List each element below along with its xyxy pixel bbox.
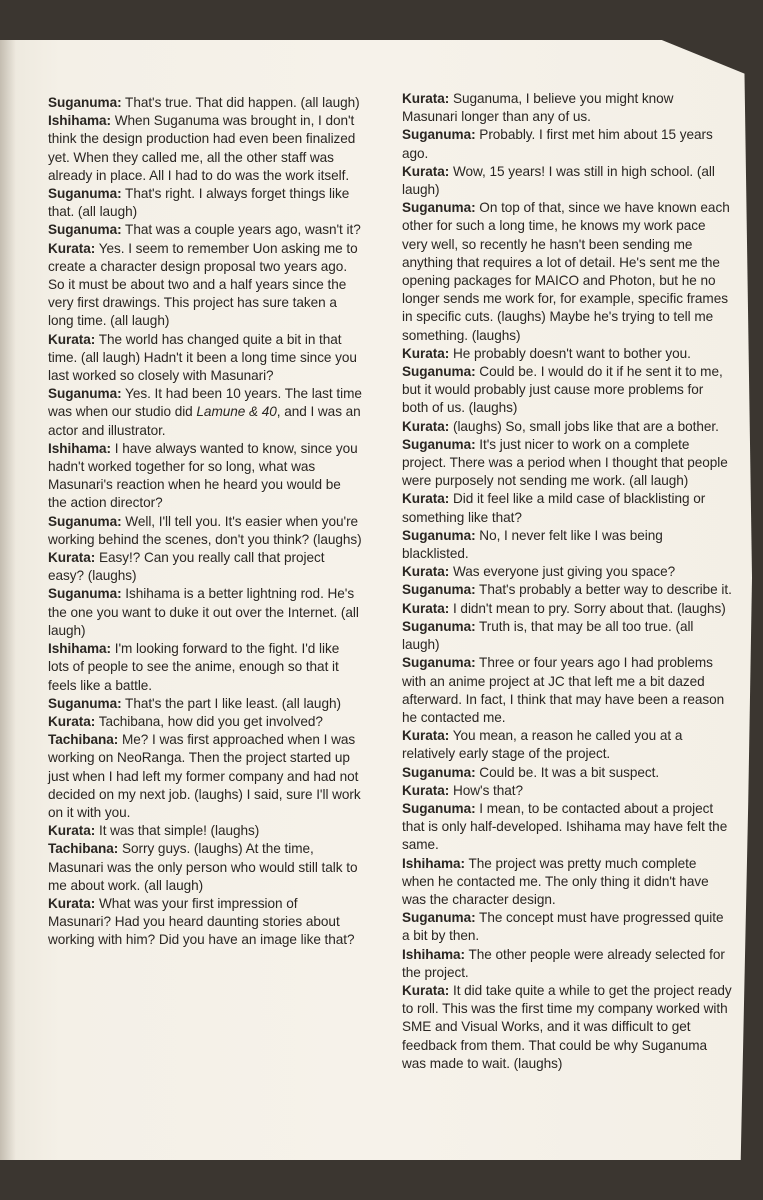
dialogue-text: Sorry guys. (laughs) At the time, Masunari was the only person who would still talk to me about work. (all laugh) (48, 841, 358, 893)
speaker-name: Kurata: (48, 240, 96, 256)
dialogue-turn (48, 549, 362, 585)
dialogue-turn (48, 585, 362, 640)
dialogue-text: Yes. I seem to remember Uon asking me to create a character design proposal two years ago. So it must be about two and a half years since the very first drawings. This project has sure taken a long time. (all laugh) (48, 240, 358, 329)
speaker-name: Kurata: (402, 564, 450, 580)
dialogue-text: The project was pretty much complete when he contacted me. The only thing it didn't have was the character design. (402, 855, 709, 907)
dialogue-turn (48, 895, 362, 950)
speaker-name: Suganuma: (48, 186, 122, 202)
dialogue-text: When Suganuma was brought in, I don't think the design production had even been finalized yet. When they called me, all the other staff was already in place. All I had to do was the work itself. (48, 113, 356, 183)
dialogue-turn (402, 363, 732, 418)
dialogue-turn (402, 126, 732, 162)
dialogue-turn (402, 982, 732, 1073)
dialogue-text: (laughs) So, small jobs like that are a bother. (449, 418, 719, 434)
dialogue-text: That's probably a better way to describe it. (475, 582, 732, 598)
right-column (402, 90, 732, 1073)
dialogue-text: That was a couple years ago, wasn't it? (121, 222, 361, 238)
dialogue-text: Yes. It had been 10 years. The last time was when our studio did (48, 386, 362, 420)
dialogue-turn (402, 800, 732, 855)
dialogue-text: Did it feel like a mild case of blacklisting or something like that? (402, 491, 706, 525)
speaker-name: Ishihama: (48, 440, 112, 456)
dialogue-turn (402, 855, 732, 910)
dialogue-turn (402, 600, 732, 618)
dialogue-turn (402, 490, 732, 526)
dialogue-text: That's right. I always forget things like that. (all laugh) (48, 186, 350, 220)
dialogue-turn (48, 385, 362, 440)
dialogue-text: Me? I was first approached when I was working on NeoRanga. Then the project started up just when I had left my former company and had not decided on my next job. (laughs) I said, sure I'll work on it with you. (48, 732, 361, 820)
dialogue-text: It did take quite a while to get the project ready to roll. This was the first time my company worked with SME and Visual Works, and it was difficult to get feedback from them. That could be why Suganuma was made to wait. (laughs) (402, 982, 732, 1071)
speaker-name: Suganuma: (402, 618, 476, 634)
dialogue-text: I have always wanted to know, since you hadn't worked together for so long, what was Masunari's reaction when he heard you would be the action director? (48, 440, 358, 511)
dialogue-turn (48, 513, 362, 549)
speaker-name: Kurata: (48, 823, 96, 839)
dialogue-text: What was your first impression of Masunari? Had you heard daunting stories about working with him? Did you have an image like that? (48, 895, 355, 948)
speaker-name: Suganuma: (402, 436, 476, 452)
speaker-name: Kurata: (48, 550, 96, 566)
dialogue-turn (48, 822, 362, 840)
speaker-name: Suganuma: (402, 764, 476, 780)
binding-shadow (0, 40, 16, 1160)
speaker-name: Kurata: (402, 982, 450, 998)
dialogue-turn (48, 240, 362, 331)
dialogue-turn (48, 112, 362, 185)
speaker-name: Kurata: (48, 713, 96, 729)
dialogue-turn (48, 185, 362, 221)
dialogue-turn (402, 418, 732, 436)
dialogue-text: No, I never felt like I was being blacklisted. (402, 527, 663, 562)
speaker-name: Suganuma: (48, 695, 122, 711)
speaker-name: Suganuma: (402, 910, 476, 926)
speaker-name: Suganuma: (402, 127, 476, 143)
dialogue-text: That's the part I like least. (all laugh) (121, 695, 341, 711)
dialogue-turn (48, 640, 362, 695)
dialogue-text: He probably doesn't want to bother you. (449, 345, 691, 361)
dialogue-text: Suganuma, I believe you might know Masunari longer than any of us. (402, 91, 674, 125)
dialogue-turn (402, 163, 732, 199)
dialogue-text: That's true. That did happen. (all laugh) (121, 95, 360, 110)
work-title: Lamune & 40 (196, 404, 277, 420)
dialogue-turn (402, 654, 732, 727)
dialogue-text: Three or four years ago I had problems with an anime project at JC that left me a bit dazed afterward. In fact, I think that may have been a reason he contacted me. (402, 655, 725, 725)
speaker-name: Kurata: (402, 600, 450, 616)
dialogue-turn (402, 563, 732, 581)
dialogue-turn (48, 331, 362, 386)
dialogue-text: Probably. I first met him about 15 years ago. (402, 127, 713, 161)
dialogue-turn (48, 731, 362, 822)
dialogue-turn (48, 695, 362, 713)
dialogue-turn (402, 345, 732, 363)
speaker-name: Suganuma: (48, 222, 122, 238)
dialogue-turn (402, 90, 732, 126)
speaker-name: Kurata: (48, 331, 96, 347)
speaker-name: Kurata: (402, 782, 450, 798)
speaker-name: Ishihama: (402, 855, 466, 871)
speaker-name: Suganuma: (48, 386, 122, 402)
dialogue-text: It's just nicer to work on a complete project. There was a period when I thought that people were purposely not sending me work. (all laugh) (402, 436, 728, 489)
dialogue-text: I mean, to be contacted about a project that is only half-developed. Ishihama may have felt the same. (402, 800, 728, 853)
dialogue-turn (402, 909, 732, 945)
dialogue-turn (48, 840, 362, 895)
speaker-name: Kurata: (402, 418, 450, 434)
speaker-name: Ishihama: (402, 946, 466, 962)
speaker-name: Kurata: (402, 728, 450, 744)
dialogue-text: Ishihama is a better lightning rod. He's the one you want to duke it out over the Internet. (all laugh) (48, 586, 359, 638)
dialogue-turn (402, 946, 732, 982)
dialogue-text: Tachibana, how did you get involved? (95, 713, 323, 729)
dialogue-text: Easy!? Can you really call that project easy? (laughs) (48, 550, 325, 584)
dialogue-turn (402, 527, 732, 563)
dialogue-text: You mean, a reason he called you at a relatively early stage of the project. (402, 728, 683, 762)
speaker-name: Kurata: (402, 345, 450, 361)
speaker-name: Suganuma: (48, 513, 122, 529)
speaker-name: Kurata: (402, 163, 450, 179)
dialogue-text: On top of that, since we have known each other for such a long time, he knows my work pace very well, so recently he hasn't been sending me anything that requires a lot of detail. He's sent me the opening packages for MAICO and Photon, but he no longer sends me work for, for example, specific frames in specific cuts. (laughs) Maybe he's trying to tell me something. (laughs) (402, 200, 730, 343)
dialogue-turn (402, 782, 732, 800)
dialogue-turn (48, 94, 362, 112)
dialogue-text: The world has changed quite a bit in that time. (all laugh) Hadn't it been a long time since you last worked so closely with Masunari? (48, 331, 357, 384)
dialogue-turn (402, 764, 732, 782)
dialogue-turn (402, 581, 732, 599)
dialogue-text: The concept must have progressed quite a bit by then. (402, 910, 724, 944)
dialogue-text-continued: , and I was an actor and illustrator. (48, 404, 361, 438)
left-column (48, 94, 362, 950)
speaker-name: Suganuma: (402, 200, 476, 216)
dialogue-text: I'm looking forward to the fight. I'd like lots of people to see the anime, enough so that it feels like a battle. (48, 641, 340, 693)
dialogue-text: I didn't mean to pry. Sorry about that. (laughs) (449, 600, 726, 616)
dialogue-text: Could be. It was a bit suspect. (475, 764, 660, 780)
speaker-name: Tachibana: (48, 841, 119, 857)
speaker-name: Suganuma: (48, 586, 122, 602)
speaker-name: Suganuma: (402, 800, 476, 816)
dialogue-turn (48, 440, 362, 513)
speaker-name: Suganuma: (402, 527, 476, 543)
dialogue-text: Truth is, that may be all too true. (all laugh) (402, 618, 694, 653)
dialogue-text: Was everyone just giving you space? (449, 564, 676, 580)
speaker-name: Ishihama: (48, 113, 112, 129)
dialogue-turn (402, 436, 732, 491)
speaker-name: Suganuma: (402, 364, 476, 380)
speaker-name: Suganuma: (48, 95, 122, 110)
dialogue-text: The other people were already selected for the project. (402, 946, 725, 980)
dialogue-turn (402, 618, 732, 654)
speaker-name: Kurata: (48, 895, 96, 911)
dialogue-text: Well, I'll tell you. It's easier when you're working behind the scenes, don't you think? (laughs) (48, 513, 362, 547)
dialogue-turn (48, 221, 362, 239)
dialogue-turn (48, 713, 362, 731)
speaker-name: Ishihama: (48, 641, 112, 657)
speaker-name: Kurata: (402, 491, 450, 507)
dialogue-text: Wow, 15 years! I was still in high school. (all laugh) (402, 163, 715, 198)
speaker-name: Suganuma: (402, 582, 476, 598)
dialogue-text: How's that? (449, 782, 524, 798)
dialogue-text: It was that simple! (laughs) (95, 823, 260, 839)
speaker-name: Tachibana: (48, 732, 119, 748)
dialogue-text: Could be. I would do it if he sent it to me, but it would probably just cause more problems for both of us. (laughs) (402, 364, 723, 416)
speaker-name: Kurata: (402, 91, 450, 106)
dialogue-turn (402, 199, 732, 345)
speaker-name: Suganuma: (402, 655, 476, 671)
dialogue-turn (402, 727, 732, 763)
